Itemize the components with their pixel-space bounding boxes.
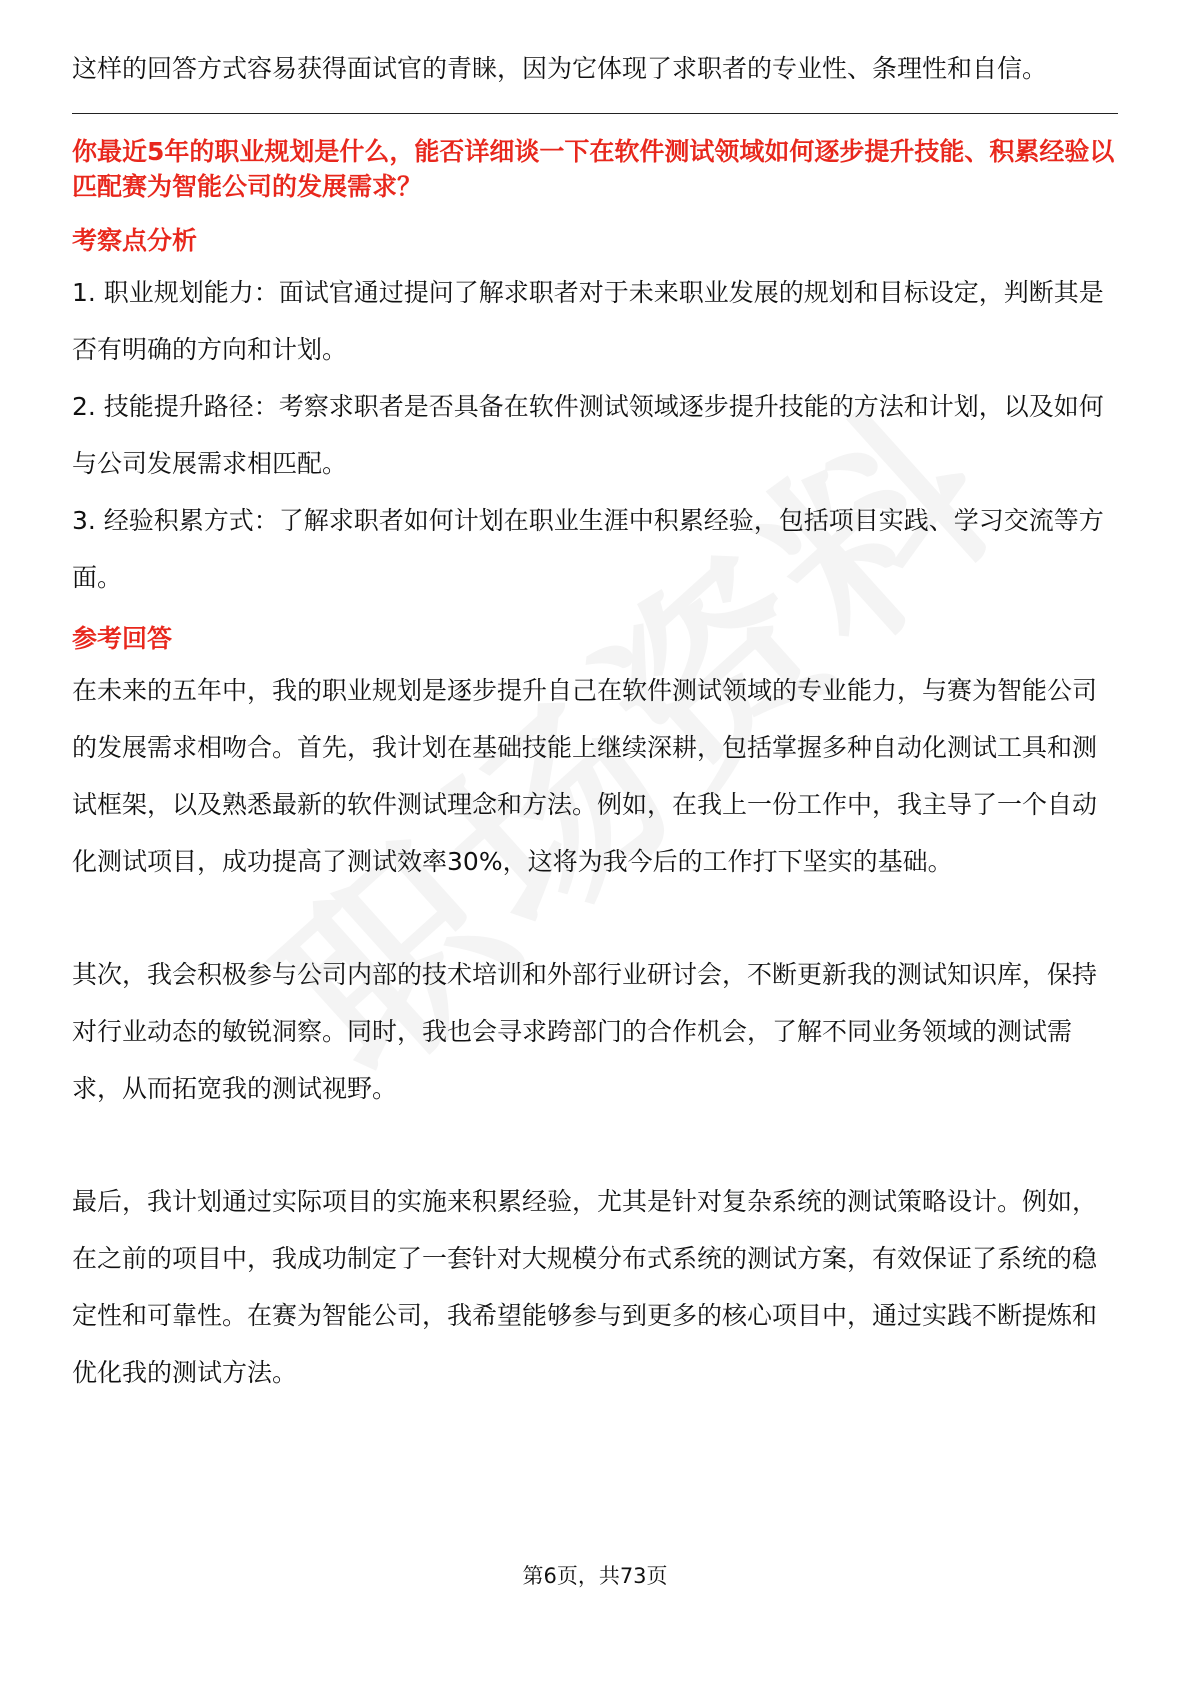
analysis-item: 2. 技能提升路径：考察求职者是否具备在软件测试领域逐步提升技能的方法和计划，以及如何与公司发展需求相匹配。 bbox=[72, 392, 1104, 478]
answer-paragraph: 在未来的五年中，我的职业规划是逐步提升自己在软件测试领域的专业能力，与赛为智能公司的发展需求相吻合。首先，我计划在基础技能上继续深耕，包括掌握多种自动化测试工具和测试框架，以及熟悉最新的软件测试理念和方法。例如，在我上一份工作中，我主导了一个自动化测试项目，成功提高了测试效率30%，这将为我今后的工作打下坚实的基础。 bbox=[72, 676, 1098, 876]
page-number-footer: 第6页，共73页 bbox=[522, 1564, 668, 1588]
analysis-heading: 考察点分析 bbox=[72, 226, 198, 255]
analysis-item: 1. 职业规划能力：面试官通过提问了解求职者对于未来职业发展的规划和目标设定，判断其是否有明确的方向和计划。 bbox=[72, 278, 1104, 364]
answer-heading: 参考回答 bbox=[72, 624, 173, 653]
analysis-list bbox=[72, 264, 1118, 606]
answer-body bbox=[72, 662, 1118, 1401]
document-page bbox=[72, 40, 1118, 1401]
interview-question: 你最近5年的职业规划是什么，能否详细谈一下在软件测试领域如何逐步提升技能、积累经验以匹配赛为智能公司的发展需求？ bbox=[72, 137, 1115, 201]
intro-paragraph: 这样的回答方式容易获得面试官的青睐，因为它体现了求职者的专业性、条理性和自信。 bbox=[72, 54, 1048, 83]
section-divider bbox=[72, 113, 1118, 114]
answer-paragraph: 其次，我会积极参与公司内部的技术培训和外部行业研讨会，不断更新我的测试知识库，保持对行业动态的敏锐洞察。同时，我也会寻求跨部门的合作机会，了解不同业务领域的测试需求，从而拓宽我的测试视野。 bbox=[72, 960, 1098, 1103]
answer-paragraph: 最后，我计划通过实际项目的实施来积累经验，尤其是针对复杂系统的测试策略设计。例如，在之前的项目中，我成功制定了一套针对大规模分布式系统的测试方案，有效保证了系统的稳定性和可靠性。在赛为智能公司，我希望能够参与到更多的核心项目中，通过实践不断提炼和优化我的测试方法。 bbox=[72, 1187, 1098, 1387]
analysis-item: 3. 经验积累方式：了解求职者如何计划在职业生涯中积累经验，包括项目实践、学习交流等方面。 bbox=[72, 506, 1104, 592]
